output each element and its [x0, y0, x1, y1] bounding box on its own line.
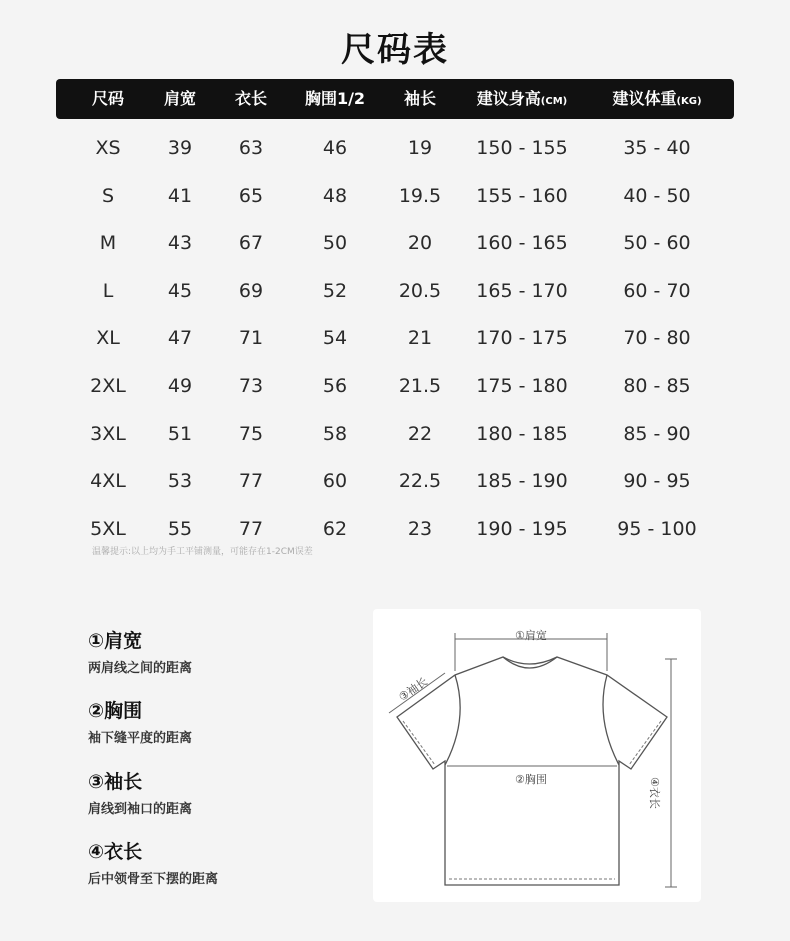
table-cell: 51: [167, 422, 193, 445]
table-cell: 60: [322, 470, 348, 493]
sleeve-label: ③袖长: [396, 674, 431, 704]
table-cell: 180 - 185: [476, 422, 568, 445]
table-cell: XL: [96, 327, 120, 350]
table-cell: 3XL: [90, 422, 126, 445]
measurement-note: 温馨提示:以上均为手工平铺测量，可能存在1-2CM误差: [92, 547, 313, 557]
tshirt-outline-icon: [373, 609, 701, 902]
table-cell: 35 - 40: [623, 137, 691, 159]
table-cell: 54: [322, 327, 348, 350]
size-table-header: [56, 79, 734, 119]
header-cell-label: 建议体重: [612, 89, 677, 108]
table-cell: 52: [322, 279, 348, 302]
header-cell-label: 袖长: [403, 89, 436, 108]
table-cell: 67: [238, 232, 264, 255]
table-cell: 40 - 50: [623, 184, 691, 207]
header-cell-label: 建议身高: [476, 89, 541, 108]
table-cell: 60 - 70: [623, 279, 691, 302]
table-cell: 69: [238, 279, 264, 302]
table-cell: 80 - 85: [623, 375, 691, 397]
header-cell: [462, 79, 582, 119]
definition-desc: 肩线到袖口的距离: [88, 802, 193, 817]
table-cell: 55: [167, 517, 193, 540]
definition-title: ④衣长: [88, 841, 143, 863]
table-cell: 47: [167, 327, 193, 350]
table-cell: 43: [167, 232, 193, 255]
page-title: 尺码表: [341, 30, 449, 70]
header-cell-label: 衣长: [234, 89, 267, 108]
table-row: [0, 318, 790, 358]
table-cell: 19: [407, 137, 433, 159]
definition-title: ③袖长: [88, 771, 143, 793]
header-cell-unit: (CM): [540, 96, 568, 107]
table-cell: 20.5: [398, 279, 442, 302]
table-cell: S: [101, 184, 115, 207]
table-cell: 75: [238, 422, 264, 445]
definition-title: ②胸围: [88, 700, 143, 722]
header-cell-label: 胸围1/2: [304, 89, 366, 108]
table-cell: 77: [238, 470, 264, 493]
table-cell: 53: [167, 470, 193, 493]
header-cell-label: 肩宽: [163, 89, 196, 108]
header-cell: [597, 79, 717, 119]
table-cell: 41: [167, 184, 193, 207]
table-cell: 70 - 80: [623, 327, 691, 350]
table-cell: 175 - 180: [476, 375, 568, 397]
table-cell: 165 - 170: [476, 279, 568, 302]
table-cell: 65: [238, 184, 264, 207]
definition-sleeve: [88, 767, 368, 817]
table-cell: 22: [407, 422, 433, 445]
tshirt-measurement-diagram: [373, 609, 701, 902]
shoulder-label: ①肩宽: [515, 629, 547, 642]
definition-shoulder: [88, 626, 368, 676]
table-cell: 49: [167, 375, 193, 397]
table-row: [0, 414, 790, 454]
table-cell: 50 - 60: [623, 232, 691, 255]
definition-title: ①肩宽: [88, 630, 143, 652]
table-cell: 23: [407, 517, 433, 540]
table-cell: 71: [238, 327, 264, 350]
table-cell: 77: [238, 517, 264, 540]
definition-chest: [88, 696, 368, 746]
table-cell: 190 - 195: [476, 517, 568, 540]
table-row: [0, 176, 790, 216]
table-cell: 50: [322, 232, 348, 255]
table-row: [0, 128, 790, 168]
table-cell: 73: [238, 375, 264, 397]
table-cell: 19.5: [398, 184, 442, 207]
table-cell: 22.5: [398, 470, 442, 493]
table-row: [0, 271, 790, 311]
header-cell-label: 尺码: [91, 89, 124, 108]
table-row: [0, 509, 790, 549]
definition-desc: 后中领骨至下摆的距离: [88, 872, 219, 887]
table-cell: 21: [407, 327, 433, 350]
table-row: [0, 223, 790, 263]
table-cell: 62: [322, 517, 348, 540]
definition-desc: 两肩线之间的距离: [88, 661, 193, 676]
table-cell: 39: [167, 137, 193, 159]
table-cell: 63: [238, 137, 264, 159]
table-cell: L: [102, 279, 114, 302]
table-cell: 48: [322, 184, 348, 207]
definition-desc: 袖下缝平度的距离: [88, 731, 193, 746]
table-cell: 2XL: [90, 375, 126, 397]
table-row: [0, 366, 790, 406]
table-cell: 45: [167, 279, 193, 302]
header-cell-unit: (KG): [676, 96, 702, 107]
table-cell: 150 - 155: [476, 137, 568, 159]
table-cell: 58: [322, 422, 348, 445]
table-cell: 21.5: [398, 375, 442, 397]
table-cell: 185 - 190: [476, 470, 568, 493]
table-cell: 90 - 95: [623, 470, 691, 493]
chest-label: ②胸围: [515, 773, 547, 786]
table-cell: 95 - 100: [617, 517, 697, 540]
length-label: ④衣长: [648, 777, 661, 809]
table-cell: XS: [95, 137, 121, 159]
table-cell: 155 - 160: [476, 184, 568, 207]
table-cell: 170 - 175: [476, 327, 568, 350]
table-cell: 5XL: [90, 517, 126, 540]
table-cell: 85 - 90: [623, 422, 691, 445]
table-cell: 160 - 165: [476, 232, 568, 255]
table-cell: 4XL: [90, 470, 126, 493]
table-cell: M: [99, 232, 117, 255]
table-cell: 46: [322, 137, 348, 159]
definition-length: [88, 837, 368, 887]
table-row: [0, 461, 790, 501]
table-cell: 20: [407, 232, 433, 255]
table-cell: 56: [322, 375, 348, 397]
